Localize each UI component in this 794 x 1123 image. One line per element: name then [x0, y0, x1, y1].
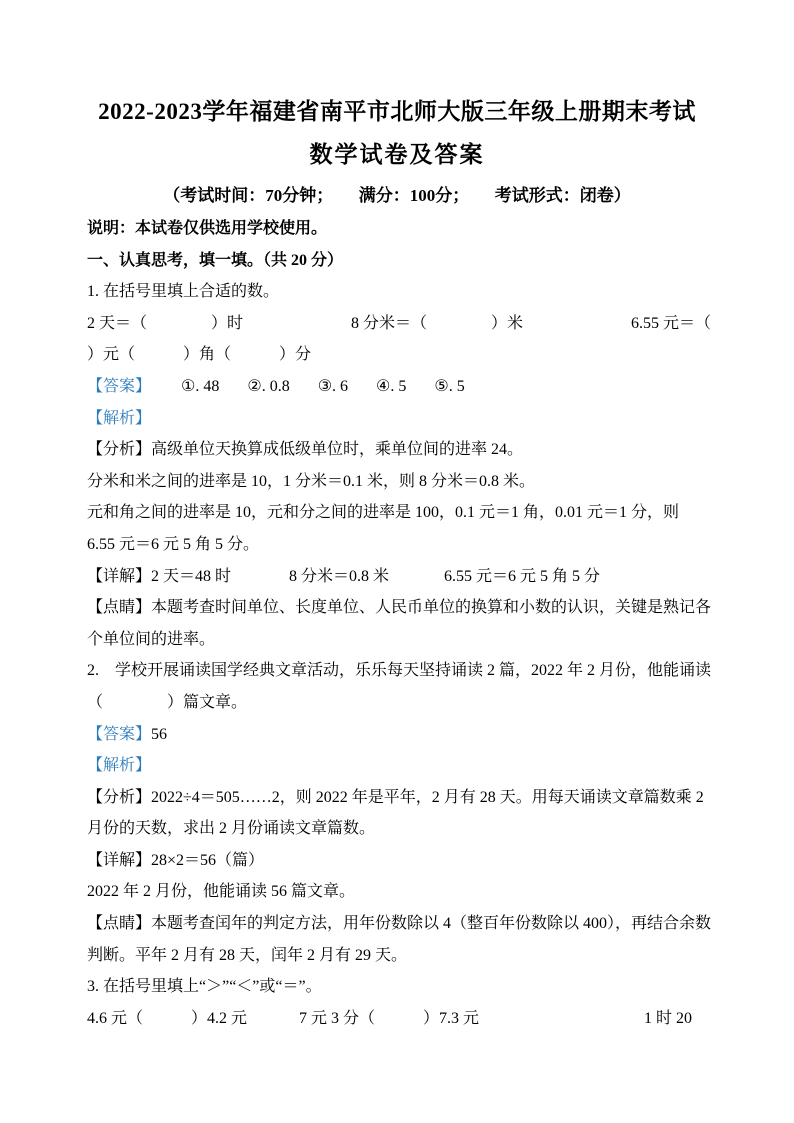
q1-analysis-line-1: 【分析】高级单位天换算成低级单位时，乘单位间的进率 24。: [87, 441, 524, 459]
q1-answer-item-3: ③. 6: [317, 377, 349, 395]
q1-answer-item-2: ②. 0.8: [247, 377, 290, 395]
question-1-stem: 1. 在括号里填上合适的数。: [87, 283, 280, 301]
q1-analysis-line-2: 分米和米之间的进率是 10，1 分米＝0.1 米，则 8 分米＝0.8 米。: [87, 472, 536, 490]
q1-answer-item-1: ①. 48: [181, 377, 220, 395]
q1-fill-col-3: 6.55 元＝（: [630, 314, 711, 332]
exam-body: [0, 207, 794, 1034]
question-3-fill-line: [87, 1003, 711, 1035]
q1-summary-line-1: 【点睛】本题考查时间单位、长度单位、人民币单位的换算和小数的认识，关键是熟记各: [87, 599, 711, 617]
question-2-stem-line-2: （ ）篇文章。: [87, 693, 248, 711]
q2-summary-line-1: 【点睛】本题考查闰年的判定方法，用年份数除以 4（整百年份数除以 400），再结合余数: [87, 915, 711, 933]
q1-summary-line-2: 个单位间的进率。: [87, 630, 216, 648]
q2-analysis-line-1: 【分析】2022÷4＝505……2，则 2022 年是平年，2 月有 28 天。用每天诵读文章篇数乘 2: [87, 788, 704, 806]
exam-title-line1: 2022-2023学年福建省南平市北师大版三年级上册期末考试: [98, 99, 696, 124]
q1-analysis-line-3: 元和角之间的进率是 10，元和分之间的进率是 100，0.1 元＝1 角，0.01 元＝1 分，则: [87, 504, 680, 522]
q1-analysis-line-4: 6.55 元＝6 元 5 角 5 分。: [87, 535, 260, 553]
q2-analysis-line-2: 月份的天数，求出 2 月份诵读文章篇数。: [87, 820, 376, 838]
q2-answer-value: 56: [151, 725, 168, 743]
question-2-stem-line-1: 2. 学校开展诵读国学经典文章活动，乐乐每天坚持诵读 2 篇，2022 年 2 月份，他能诵读: [87, 662, 711, 680]
q1-detail-col-2: 8 分米＝0.8 米: [289, 567, 390, 585]
q1-answer-item-4: ④. 5: [376, 377, 407, 395]
q1-fill-col-2: 8 分米＝（ ）米: [350, 314, 523, 332]
note-line: 说明：本试卷仅供选用学校使用。: [87, 220, 328, 237]
q3-fill-col-2: 7 元 3 分（ ）7.3 元: [299, 1009, 480, 1027]
q1-answer-line: [87, 371, 711, 403]
q2-summary-line-2: 判断。平年 2 月有 28 天，闰年 2 月有 29 天。: [87, 946, 408, 964]
q2-answer-line: [87, 719, 711, 751]
question-1-fill-line: [87, 308, 711, 340]
q2-detail-line-1: 【详解】28×2＝56（篇）: [87, 851, 265, 869]
q1-detail-col-3: 6.55 元＝6 元 5 角 5 分: [444, 567, 601, 585]
q2-detail-line-2: 2022 年 2 月份，他能诵读 56 篇文章。: [87, 883, 356, 901]
q1-fill-col-1: 2 天＝（ ）时: [87, 314, 244, 332]
q2-analysis-label: 【解析】: [87, 757, 152, 775]
exam-title-line2: 数学试卷及答案: [309, 142, 485, 167]
q1-answer-label: 【答案】: [87, 377, 152, 395]
q1-detail-line: [87, 561, 711, 593]
q3-fill-col-3: 1 时 20: [644, 1009, 693, 1027]
question-3-stem: 3. 在括号里填上“＞”“＜”或“＝”。: [87, 978, 322, 996]
q2-answer-label: 【答案】: [87, 725, 152, 743]
q3-fill-col-1: 4.6 元（ ）4.2 元: [87, 1009, 248, 1027]
q1-detail-col-1: 【详解】2 天＝48 时: [87, 567, 232, 585]
q1-analysis-label: 【解析】: [87, 409, 152, 427]
question-1-fill-wrap-line: ）元（ ）角（ ）分: [87, 346, 312, 364]
header: [0, 0, 794, 207]
exam-meta-line: （考试时间：70分钟； 满分：100分； 考试形式：闭卷）: [163, 186, 631, 205]
q1-answer-item-5: ⑤. 5: [434, 377, 465, 395]
section-1-heading: 一、认真思考，填一填。（共 20 分）: [87, 251, 344, 269]
